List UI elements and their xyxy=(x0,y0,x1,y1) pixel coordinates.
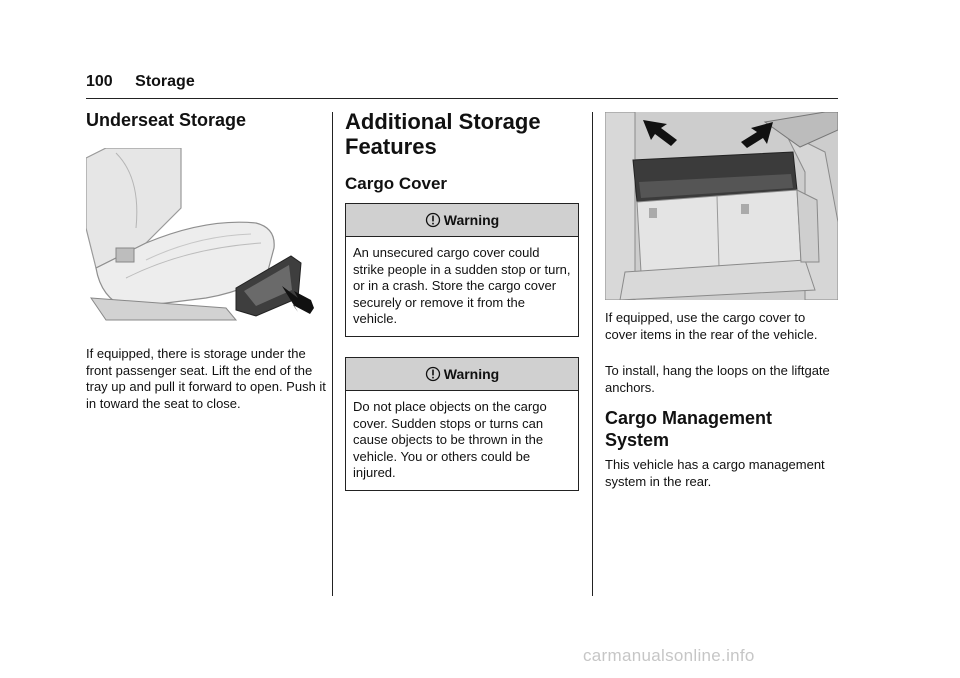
cargo-cover-heading: Cargo Cover xyxy=(345,174,448,193)
cargo-cover-install-text: To install, hang the loops on the liftgate anchors. xyxy=(605,363,830,395)
additional-storage-heading: Additional Storage Features xyxy=(345,109,541,159)
warning-text-1: An unsecured cargo cover could strike people in a sudden stop or turn, or in a crash. Store the cargo cover securely or remove it from the vehicle. xyxy=(353,245,571,326)
warning-text-2: Do not place objects on the cargo cover. Sudden stops or turns can cause objects to be thrown in the vehicle. You or others could be injured. xyxy=(353,399,547,480)
seat-storage-illustration xyxy=(86,148,320,328)
underseat-storage-heading: Underseat Storage xyxy=(86,110,247,130)
warning-box-1 xyxy=(345,203,579,337)
cargo-cover-text: If equipped, use the cargo cover to cover items in the rear of the vehicle. xyxy=(605,310,818,342)
column-divider-left xyxy=(332,112,333,596)
warning-header-1 xyxy=(346,204,578,237)
header-rule xyxy=(86,98,838,99)
cargo-management-heading: Cargo Management System xyxy=(605,408,773,450)
underseat-storage-text: If equipped, there is storage under the front passenger seat. Lift the end of the tray up and pull it forward to open. Push it in toward the seat to close. xyxy=(86,346,326,411)
warning-icon xyxy=(425,212,441,228)
warning-label-1: Warning xyxy=(443,212,500,228)
warning-label-2: Warning xyxy=(443,366,500,382)
warning-icon xyxy=(425,366,441,382)
section-title: Storage xyxy=(135,73,195,90)
page-number: 100 xyxy=(86,73,113,90)
watermark: carmanualsonline.info xyxy=(583,646,755,665)
warning-header-2 xyxy=(346,358,578,391)
page-header xyxy=(86,73,195,91)
warning-box-2 xyxy=(345,357,579,491)
column-divider-right xyxy=(592,112,593,596)
cargo-area-illustration xyxy=(605,112,838,300)
cargo-management-text: This vehicle has a cargo management system in the rear. xyxy=(605,457,825,489)
